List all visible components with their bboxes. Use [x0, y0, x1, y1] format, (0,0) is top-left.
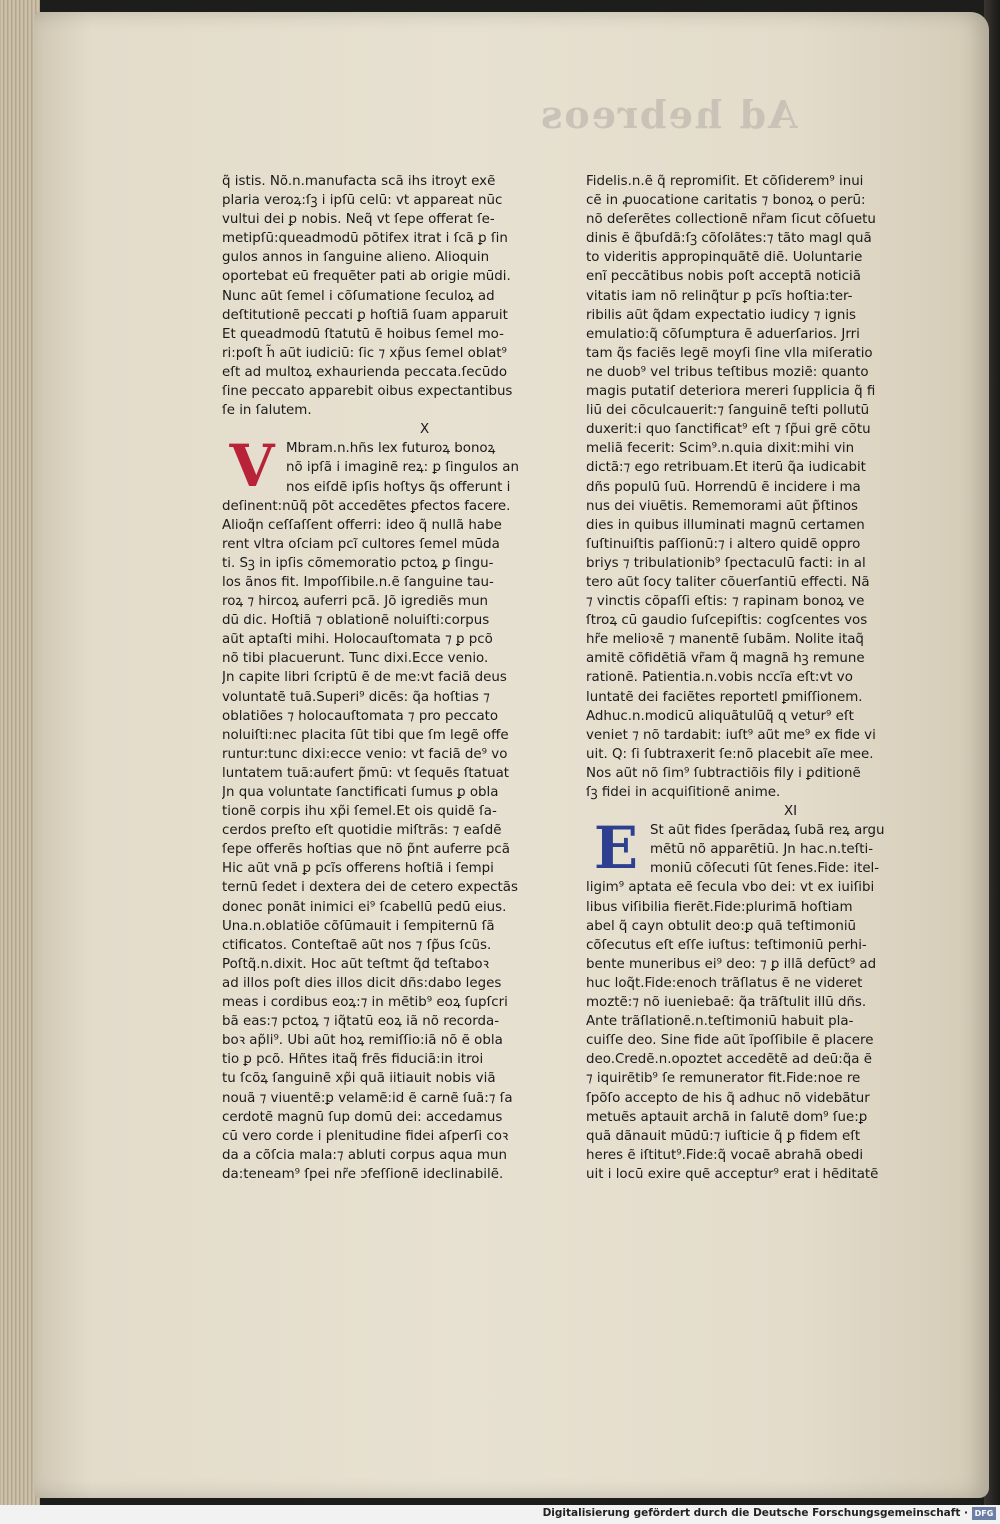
- text-line: ribilis aũt q̃dam expectatio iudicy ⁊ ignis: [586, 307, 857, 323]
- text-line: Nos aũt nõ ſim⁹ ſubtractiõis fily i ꝑditionẽ: [586, 765, 861, 781]
- text-line: cerdotẽ magnū ſup domū dei: accedamus: [222, 1109, 503, 1125]
- text-line: enĩ peccãtibus nobis poſt acceptã noticiã: [586, 269, 861, 285]
- text-line: hr̃e melioꝛẽ ⁊ manentẽ ſubãm. Nolite itaq̃: [586, 632, 864, 648]
- text-line: aũt aptaſti mihi. Holocauſtomata ⁊ ꝑ pcõ: [222, 632, 493, 648]
- text-line: Adhuc.n.modicū aliquãtulūq̃ ɋ vetur⁹ eſt: [586, 708, 854, 724]
- text-line: mẽtū nõ apparẽtiū. Jn hac.n.teſti-: [650, 842, 874, 858]
- text-line: boꝛ ap̃li⁹. Ubi aũt hoꝝ remiſſio:iã nõ ẽ obla: [222, 1033, 503, 1049]
- text-line: nõ ipſã i imaginẽ reꝝ: ꝑ ſingulos an: [286, 460, 519, 476]
- text-line: ſtroꝝ cū gaudio ſuſcepiſtis: cogſcentes vos: [586, 613, 868, 629]
- text-line: heres ẽ iſtitut⁹.Fide:q̃ vocaẽ abrahã obedi: [586, 1147, 864, 1163]
- text-line: amitẽ cõfidẽtiã vr̃am q̃ magnã hꝫ remune: [586, 651, 865, 667]
- text-line: noluiſti:nec placita ſūt tibi que ſm legẽ offe: [222, 727, 509, 743]
- text-line: nouã ⁊ viuentẽ:ꝑ velamẽ:id ẽ carnẽ ſuã:⁊ ſa: [222, 1090, 513, 1106]
- text-line: plaria veroꝝ:ſꝫ i ipſū celū: vt appareat nūc: [222, 193, 503, 209]
- text-line: abel q̃ cayn obtulit deo:ꝑ quã teſtimoniū: [586, 918, 857, 934]
- text-line: Una.n.oblatiõe cõſūmauit i ſempiternū ſã: [222, 918, 495, 934]
- text-line: ti. Sꝫ in ipſis cõmemoratio pctoꝝ ꝑ ſingu-: [222, 555, 494, 571]
- text-line: oblatiões ⁊ holocauſtomata ⁊ pro peccato: [222, 708, 499, 724]
- text-line: donec ponãt inimici ei⁹ ſcabellū pedū eius.: [222, 899, 507, 915]
- text-line: metuẽs aptauit archã in ſalutẽ dom⁹ ſue:ꝑ: [586, 1109, 868, 1125]
- text-line: da:teneam⁹ ſpei nr̃e ↄfeſſionẽ ideclinabilẽ.: [222, 1166, 504, 1182]
- text-line: veniet ⁊ nõ tardabit: iuſt⁹ aũt me⁹ ex fide vi: [586, 727, 876, 743]
- chapter-number-label: XI: [784, 804, 798, 820]
- text-line: liū dei cõculcauerit:⁊ ſanguinẽ teſti pollutū: [586, 403, 870, 419]
- left-text-column: [222, 172, 538, 1184]
- text-line: tu ſcõꝝ ſanguinẽ xp̃i quã iitiauit nobis viã: [222, 1071, 496, 1087]
- text-line: Hic aũt vnã ꝑ pcĩs offerens hoſtiã i ſempi: [222, 861, 494, 877]
- text-line: bã eas:⁊ pctoꝝ ⁊ iq̃tatū eoꝝ iã nõ recorda-: [222, 1014, 500, 1030]
- text-line: Alioq̃n ceſſaſſent offerri: ideo q̃ nullã habe: [222, 517, 502, 533]
- text-line: ſpõſo accepto de his q̃ adhuc nõ videbãtur: [586, 1090, 870, 1106]
- text-line: ſine peccato apparebit oibus expectantibus: [222, 384, 513, 400]
- funding-notice: Digitalisierung gefördert durch die Deutsche Forschungsgemeinschaft ·: [542, 1507, 968, 1519]
- text-line: duxerit:i quo ſanctificat⁹ eſt ⁊ ſp̃ui grẽ cõtu: [586, 422, 871, 438]
- text-line: nõ deſerẽtes collectionẽ nr̃am ſicut cõſuetu: [586, 212, 876, 228]
- text-line: Mbram.n.hñs lex futuroꝝ bonoꝝ: [286, 441, 496, 457]
- text-line: Fidelis.n.ẽ q̃ repromiſit. Et cõſiderem⁹ inui: [586, 174, 864, 189]
- text-line: briys ⁊ tribulationib⁹ ſpectaculū facti: in al: [586, 555, 866, 571]
- text-line: libus viſibilia fierẽt.Fide:plurimã hoſtiam: [586, 899, 853, 915]
- text-line: meliã fecerit: Scim⁹.n.quia dixit:mihi vin: [586, 441, 855, 457]
- text-line: cū vero corde i plenitudine fidei aſperſi coꝛ: [222, 1128, 509, 1144]
- text-line: dinis ẽ q̃buſdã:ſꝫ cõſolãtes:⁊ tãto magl quã: [586, 231, 872, 247]
- text-line: gulos annos in ſanguine alieno. Alioquin: [222, 250, 490, 266]
- decorated-initial: V: [229, 432, 275, 501]
- text-line: cuiſſe deo. Sine fide aũt ĩpoſſibile ẽ placere: [586, 1033, 874, 1049]
- text-line: tero aũt ſocy taliter cõuerſantiū effecti. Nã: [586, 574, 870, 590]
- text-line: tam q̃s faciẽs legẽ moyſi ſine vlla miſeratio: [586, 345, 873, 361]
- text-line: luntatem tuã:aufert p̃mū: vt ſequẽs ſtatuat: [222, 765, 510, 781]
- text-line: ſuſtinuiſtis paſſionū:⁊ i altero quidẽ oppro: [586, 536, 861, 552]
- text-line: Jn capite libri ſcriptū ẽ de me:vt faciã deus: [222, 670, 507, 686]
- text-line: ctificatos. Conteſtaẽ aũt nos ⁊ ſp̃us ſcũs.: [222, 937, 492, 953]
- text-line: eſt ad multoꝝ exhaurienda peccata.ſecūdo: [222, 364, 508, 380]
- text-line: to videritis appropinquãtẽ diẽ. Uoluntarie: [586, 250, 863, 266]
- text-line: da a cõſcia mala:⁊ abluti corpus aqua mun: [222, 1147, 507, 1163]
- text-line: ri:poſt h̃ aũt iudiciū: ſic ⁊ xp̃us ſemel oblat⁹: [222, 345, 507, 361]
- text-line: emulatio:q̃ cõſumptura ẽ aduerſarios. Jrri: [586, 326, 860, 342]
- text-line: ne duob⁹ vel tribus teſtibus moziẽ: quanto: [586, 364, 869, 380]
- text-line: runtur:tunc dixi:ecce venio: vt faciã de⁹ vo: [222, 746, 508, 762]
- text-line: roꝝ ⁊ hircoꝝ auferri pcã. Jõ igrediẽs mun: [222, 594, 489, 610]
- text-line: ſepe offerẽs hoſtias que nõ p̃nt auferre pcã: [222, 842, 510, 858]
- text-line: los ãnos fit. Impoſſibile.n.ẽ ſanguine tau-: [222, 574, 494, 590]
- text-line: cõſecutus eſt eſſe iuſtus: teſtimoniū perhi-: [586, 937, 867, 953]
- text-line: moztẽ:⁊ nõ iueniebaẽ: q̃a trãſtulit illū dñs.: [586, 995, 867, 1011]
- text-line: dies in quibus illuminati magnū certamen: [586, 517, 865, 533]
- text-line: ſꝫ fidei in acquiſitionẽ anime.: [586, 785, 781, 800]
- text-line: deo.Credẽ.n.opoztet accedẽtẽ ad deū:q̃a ẽ: [586, 1052, 872, 1068]
- text-line: ⁊ iquirẽtib⁹ ſe remunerator fit.Fide:noe re: [586, 1071, 861, 1087]
- text-line: meas i cordibus eoꝝ:⁊ in mẽtib⁹ eoꝝ ſupſcri: [222, 995, 508, 1011]
- text-line: luntatẽ dei faciẽtes reportetl ꝑmiſſionem.: [586, 689, 863, 705]
- text-line: Et queadmodū ſtatutū ẽ hoibus ſemel mo-: [222, 326, 504, 342]
- text-line: rationẽ. Patientia.n.vobis nccĩa eſt:vt vo: [586, 670, 853, 686]
- text-line: oportebat eū frequẽter pati ab origie mūdi.: [222, 269, 511, 285]
- text-line: uit. Q: ſi ſubtraxerit ſe:nõ placebit aĩe mee.: [586, 746, 874, 762]
- decorated-initial: E: [593, 814, 639, 883]
- text-line: nus dei viuẽtis. Rememorami aũt p̃ſtinos: [586, 498, 858, 514]
- dfg-logo: DFG: [972, 1507, 996, 1520]
- text-line: nos eiſdẽ ipſis hoſtys q̃s offerunt i: [286, 479, 511, 495]
- text-line: cẽ in ꝓuocatione caritatis ⁊ bonoꝝ o perū:: [586, 193, 866, 209]
- text-line: nõ tibi placuerunt. Tunc dixi.Ecce venio.: [222, 651, 489, 667]
- running-header-bleedthrough: Ad hebreos: [539, 92, 798, 137]
- text-line: tio ꝑ pcõ. Hñtes itaq̃ frẽs fiduciã:in itroi: [222, 1052, 484, 1068]
- text-line: ad illos poſt dies illos dicit dñs:dabo leges: [222, 975, 502, 991]
- text-line: Nunc aũt ſemel i cõſumatione ſeculoꝝ ad: [222, 288, 495, 304]
- text-line: dū dic. Hoſtiã ⁊ oblationẽ noluiſti:corpus: [222, 613, 490, 629]
- text-line: dñs populū ſuū. Horrendū ẽ incidere i ma: [586, 479, 861, 495]
- text-line: Ante trãſlationẽ.n.teſtimoniū habuit pla-: [586, 1014, 854, 1030]
- right-text-column: [586, 172, 902, 1184]
- text-line: ⁊ vinctis cõpaſſi eſtis: ⁊ rapinam bonoꝝ ve: [586, 594, 865, 610]
- text-line: cerdos preſto eſt quotidie miſtrãs: ⁊ eaſdẽ: [222, 823, 502, 839]
- text-line: ſe in ſalutem.: [222, 403, 312, 419]
- text-line: quã dãnauit mūdū:⁊ iuſticie q̃ ꝑ fidem eſt: [586, 1128, 861, 1144]
- text-line: bente muneribus ei⁹ deo: ⁊ ꝑ illã defūct⁹ ad: [586, 956, 877, 972]
- text-line: voluntatẽ tuã.Superi⁹ dicẽs: q̃a hoſtias ⁊: [222, 689, 490, 705]
- text-line: metipſū:queadmodū põtifex itrat i ſcã ꝑ ſin: [222, 231, 508, 247]
- text-line: tionẽ corpis ihu xp̃i ſemel.Et ois quidẽ ſa-: [222, 804, 497, 820]
- text-line: Poſtq̃.n.dixit. Hoc aũt teſtmt q̃d teſtaboꝛ: [222, 956, 489, 972]
- text-line: vitatis iam nõ relinq̃tur ꝑ pcĩs hoſtia:ter-: [586, 288, 853, 304]
- text-line: vultui dei ꝑ nobis. Neq̃ vt ſepe offerat ſe-: [222, 212, 495, 228]
- text-line: St aũt fides ſperãdaꝝ ſubã reꝝ argu: [650, 823, 885, 839]
- text-line: magis putatiſ deteriora mereri ſupplicia q̃ fi: [586, 384, 876, 400]
- text-line: dictã:⁊ ego retribuam.Et iterū q̃a iudicabit: [586, 460, 866, 476]
- text-line: q̃ istis. Nõ.n.manufacta scã ihs itroyt exẽ: [222, 174, 496, 189]
- text-line: ternū ſedet i dextera dei de cetero expectãs: [222, 880, 518, 896]
- text-line: huc loq̃t.Fide:enoch trãſlatus ẽ ne videret: [586, 975, 863, 991]
- text-line: uit i locū exire quẽ acceptur⁹ erat i hẽditatẽ: [586, 1166, 879, 1182]
- text-line: deſtitutionẽ peccati ꝑ hoſtiã ſuam apparuit: [222, 307, 508, 323]
- chapter-number-label: X: [420, 422, 430, 438]
- text-line: Jn qua voluntate ſanctificati ſumus ꝑ obla: [222, 785, 499, 800]
- text-line: deſinent:nūq̃ põt accedẽtes ꝑfectos facere.: [222, 498, 511, 514]
- text-line: moniū cõſecuti ſūt ſenes.Fide: itel-: [650, 861, 880, 877]
- text-line: rent vltra oſciam pcĩ cultores ſemel mūda: [222, 536, 500, 552]
- text-line: ligim⁹ aptata eẽ ſecula vbo dei: vt ex iuiſibi: [586, 880, 875, 896]
